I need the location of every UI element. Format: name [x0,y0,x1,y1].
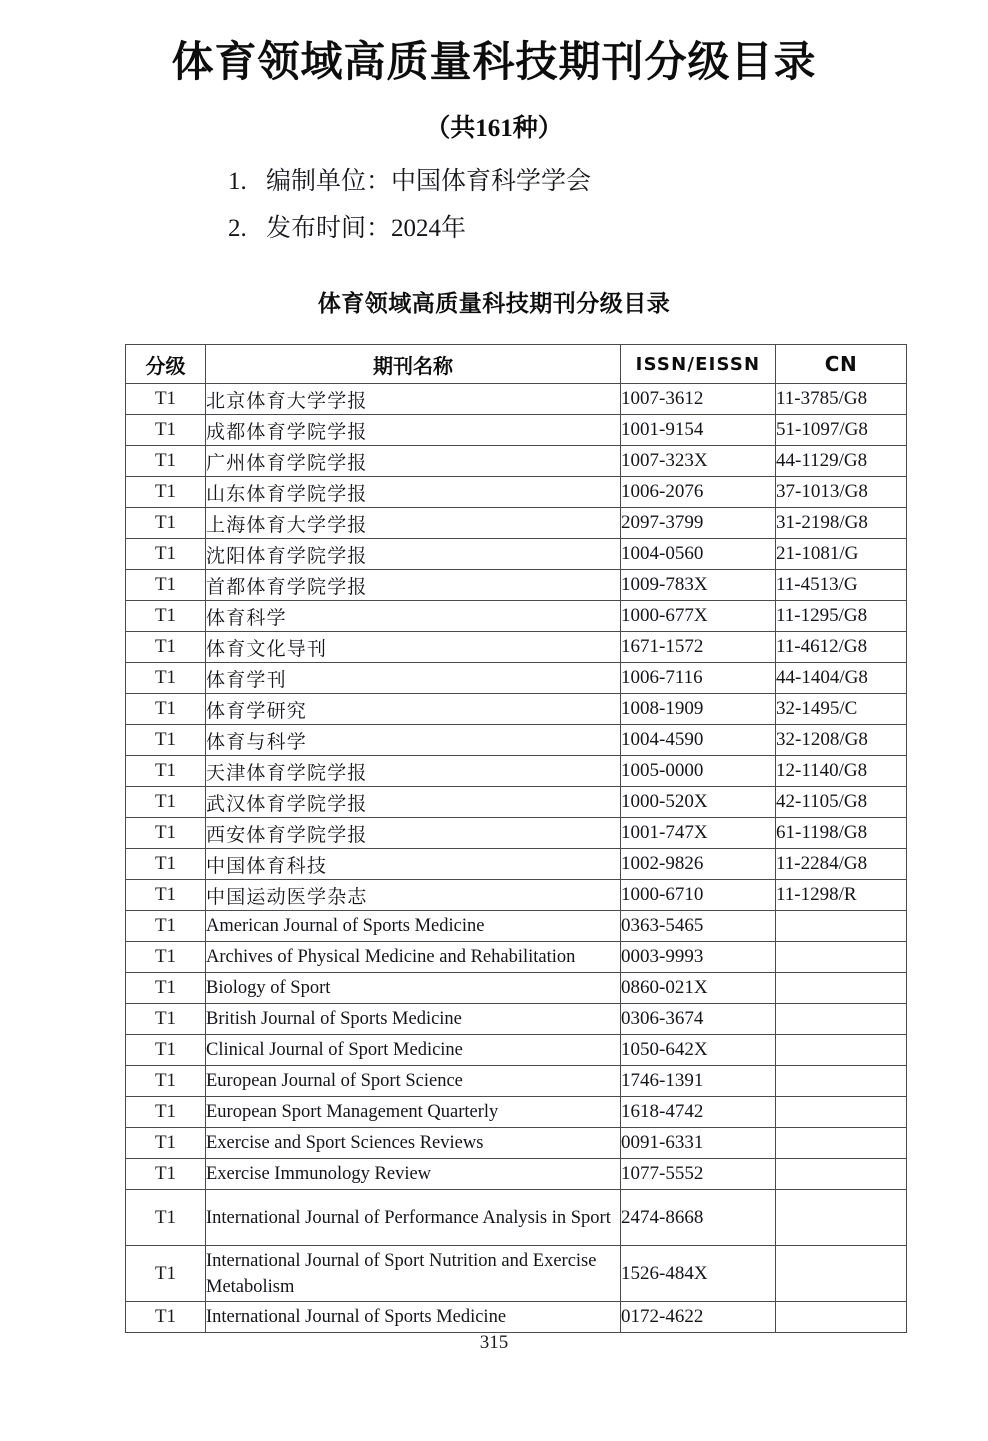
cell-journal-name: Biology of Sport [206,973,621,1004]
table-row [126,384,907,415]
table-row [126,663,907,694]
cell-journal-name: British Journal of Sports Medicine [206,1004,621,1035]
cell-cn: 37-1013/G8 [776,477,907,508]
table-row [126,539,907,570]
cell-journal-name: 体育学刊 [206,663,621,694]
cell-issn: 1618-4742 [621,1097,776,1128]
cell-issn: 0091-6331 [621,1128,776,1159]
cell-issn: 1001-747X [621,818,776,849]
cell-rank: T1 [126,694,206,725]
cell-issn: 1001-9154 [621,415,776,446]
page-subtitle: （共161种） [425,115,563,143]
cell-issn: 2097-3799 [621,508,776,539]
cell-cn [776,1159,907,1190]
cell-issn: 1004-0560 [621,539,776,570]
journal-table [125,344,907,1333]
cell-cn: 11-1295/G8 [776,601,907,632]
table-row [126,818,907,849]
cell-journal-name: International Journal of Performance Analysis in Sport [206,1190,621,1246]
cell-issn: 1002-9826 [621,849,776,880]
cell-issn: 0003-9993 [621,942,776,973]
cell-rank: T1 [126,1302,206,1333]
cell-rank: T1 [126,1159,206,1190]
column-header-issn: ISSN/EISSN [621,345,776,384]
cell-journal-name: 体育与科学 [206,725,621,756]
table-row [126,880,907,911]
metadata-item [0,169,988,216]
page-title: 体育领域高质量科技期刊分级目录 [171,40,817,86]
table-row [126,601,907,632]
cell-rank: T1 [126,477,206,508]
cell-issn: 1000-520X [621,787,776,818]
cell-journal-name: 体育文化导刊 [206,632,621,663]
cell-journal-name: 山东体育学院学报 [206,477,621,508]
cell-cn [776,942,907,973]
cell-rank: T1 [126,1066,206,1097]
cell-rank: T1 [126,446,206,477]
cell-rank: T1 [126,1035,206,1066]
cell-journal-name: 武汉体育学院学报 [206,787,621,818]
cell-journal-name: 北京体育大学学报 [206,384,621,415]
cell-cn [776,911,907,942]
cell-cn [776,1302,907,1333]
cell-journal-name: 西安体育学院学报 [206,818,621,849]
cell-journal-name: 天津体育学院学报 [206,756,621,787]
cell-issn: 1006-7116 [621,663,776,694]
cell-journal-name: 中国体育科技 [206,849,621,880]
cell-journal-name: 体育科学 [206,601,621,632]
cell-journal-name: 上海体育大学学报 [206,508,621,539]
cell-rank: T1 [126,756,206,787]
table-row [126,1302,907,1333]
cell-cn: 11-3785/G8 [776,384,907,415]
cell-issn: 1004-4590 [621,725,776,756]
cell-issn: 1077-5552 [621,1159,776,1190]
page-number: 315 [479,1332,509,1353]
cell-cn: 32-1208/G8 [776,725,907,756]
cell-journal-name: International Journal of Sport Nutrition and Exercise Metabolism [206,1246,621,1302]
cell-journal-name: Clinical Journal of Sport Medicine [206,1035,621,1066]
cell-rank: T1 [126,1190,206,1246]
cell-rank: T1 [126,818,206,849]
cell-rank: T1 [126,570,206,601]
cell-cn [776,973,907,1004]
cell-cn: 11-2284/G8 [776,849,907,880]
cell-journal-name: 首都体育学院学报 [206,570,621,601]
cell-rank: T1 [126,384,206,415]
cell-rank: T1 [126,849,206,880]
table-row [126,1190,907,1246]
cell-issn: 1005-0000 [621,756,776,787]
cell-cn: 42-1105/G8 [776,787,907,818]
cell-cn: 11-4513/G [776,570,907,601]
cell-issn: 1746-1391 [621,1066,776,1097]
metadata-item-number: 1. [228,167,247,195]
table-row [126,632,907,663]
cell-issn: 1000-677X [621,601,776,632]
table-row [126,570,907,601]
cell-journal-name: 成都体育学院学报 [206,415,621,446]
cell-rank: T1 [126,1097,206,1128]
cell-journal-name: 广州体育学院学报 [206,446,621,477]
cell-rank: T1 [126,973,206,1004]
table-row [126,756,907,787]
cell-issn: 0860-021X [621,973,776,1004]
cell-rank: T1 [126,942,206,973]
metadata-item-text: 编制单位：中国体育科学学会 [266,167,592,195]
table-header [126,345,907,384]
cell-cn [776,1128,907,1159]
table-row [126,1066,907,1097]
metadata-item-text: 发布时间：2024年 [266,214,467,242]
cell-issn: 1009-783X [621,570,776,601]
cell-cn: 44-1129/G8 [776,446,907,477]
table-header-row [126,345,907,384]
metadata-list [0,143,988,263]
cell-rank: T1 [126,539,206,570]
cell-issn: 1008-1909 [621,694,776,725]
cell-cn: 31-2198/G8 [776,508,907,539]
cell-rank: T1 [126,1004,206,1035]
cell-issn: 1007-3612 [621,384,776,415]
table-row [126,942,907,973]
journal-table-container [125,344,906,1333]
table-row [126,911,907,942]
column-header-rank: 分级 [126,345,206,384]
metadata-item-number: 2. [228,214,247,242]
table-row [126,787,907,818]
cell-issn: 2474-8668 [621,1190,776,1246]
cell-issn: 0363-5465 [621,911,776,942]
cell-rank: T1 [126,725,206,756]
table-row [126,1097,907,1128]
cell-issn: 1671-1572 [621,632,776,663]
table-row [126,694,907,725]
cell-journal-name: International Journal of Sports Medicine [206,1302,621,1333]
cell-cn: 21-1081/G [776,539,907,570]
cell-rank: T1 [126,632,206,663]
table-row [126,1004,907,1035]
cell-rank: T1 [126,880,206,911]
cell-rank: T1 [126,1246,206,1302]
cell-cn: 12-1140/G8 [776,756,907,787]
cell-journal-name: 中国运动医学杂志 [206,880,621,911]
cell-rank: T1 [126,787,206,818]
cell-rank: T1 [126,911,206,942]
cell-journal-name: European Sport Management Quarterly [206,1097,621,1128]
cell-rank: T1 [126,1128,206,1159]
cell-cn: 51-1097/G8 [776,415,907,446]
table-row [126,508,907,539]
cell-journal-name: European Journal of Sport Science [206,1066,621,1097]
cell-cn: 44-1404/G8 [776,663,907,694]
cell-rank: T1 [126,663,206,694]
cell-journal-name: 沈阳体育学院学报 [206,539,621,570]
metadata-item [0,216,988,263]
cell-cn: 61-1198/G8 [776,818,907,849]
column-header-cn: CN [776,345,907,384]
cell-cn [776,1035,907,1066]
cell-issn: 1000-6710 [621,880,776,911]
cell-journal-name: Exercise Immunology Review [206,1159,621,1190]
table-row [126,973,907,1004]
cell-cn [776,1066,907,1097]
column-header-name: 期刊名称 [206,345,621,384]
cell-issn: 0306-3674 [621,1004,776,1035]
cell-journal-name: 体育学研究 [206,694,621,725]
cell-journal-name: American Journal of Sports Medicine [206,911,621,942]
cell-rank: T1 [126,508,206,539]
table-row [126,1128,907,1159]
cell-journal-name: Exercise and Sport Sciences Reviews [206,1128,621,1159]
cell-rank: T1 [126,415,206,446]
table-caption: 体育领域高质量科技期刊分级目录 [317,290,671,317]
table-row [126,725,907,756]
cell-issn: 1526-484X [621,1246,776,1302]
cell-cn [776,1246,907,1302]
table-row [126,415,907,446]
cell-issn: 1007-323X [621,446,776,477]
cell-cn: 32-1495/C [776,694,907,725]
cell-cn [776,1097,907,1128]
table-row [126,477,907,508]
table-row [126,1159,907,1190]
cell-cn [776,1004,907,1035]
table-row [126,446,907,477]
cell-issn: 0172-4622 [621,1302,776,1333]
cell-journal-name: Archives of Physical Medicine and Rehabilitation [206,942,621,973]
table-row [126,1246,907,1302]
cell-cn: 11-1298/R [776,880,907,911]
cell-cn: 11-4612/G8 [776,632,907,663]
table-row [126,849,907,880]
cell-issn: 1050-642X [621,1035,776,1066]
table-row [126,1035,907,1066]
table-body [126,384,907,1333]
cell-cn [776,1190,907,1246]
cell-issn: 1006-2076 [621,477,776,508]
cell-rank: T1 [126,601,206,632]
